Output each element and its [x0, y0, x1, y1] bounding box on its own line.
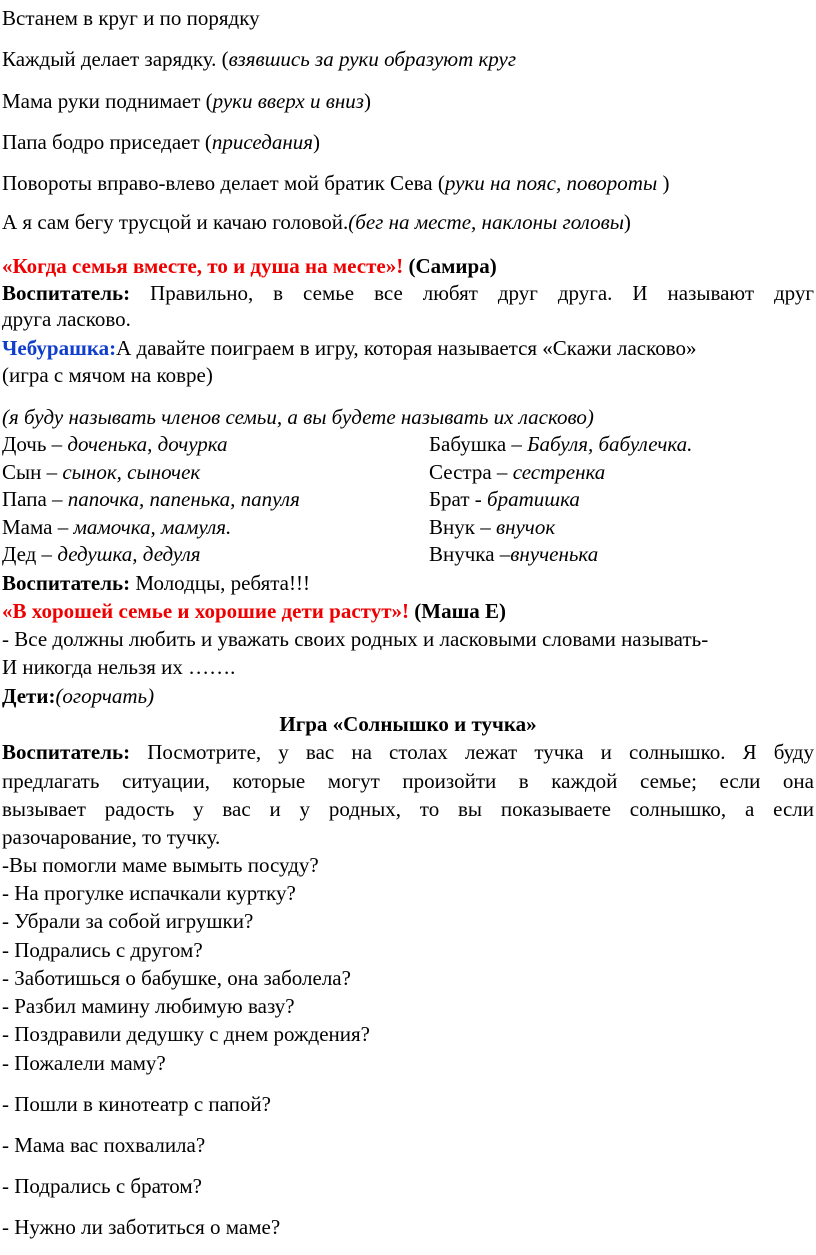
teacher-speech-1-cont: друга ласково.: [2, 307, 131, 331]
question-item: - Пожалели маму?: [2, 1051, 166, 1075]
teacher-speech-2: Воспитатель: Молодцы, ребята!!!: [2, 571, 310, 595]
question-item: - Подрались с братом?: [2, 1174, 203, 1198]
poem-line-1: Встанем в круг и по порядку: [2, 6, 260, 30]
poem-line-4: Папа бодро приседает (приседания): [2, 130, 321, 154]
teacher-speech-3-cont: разочарование, то тучку.: [2, 825, 221, 849]
children-answer: Дети:(огорчать): [2, 684, 155, 708]
question-item: - Мама вас похвалила?: [2, 1133, 206, 1157]
teacher-speech-3-cont: предлагать ситуации, которые могут произойти в каждой семье; если она: [2, 769, 814, 793]
question-item: - Заботишься о бабушке, она заболела?: [2, 966, 351, 990]
poem-line-6: А я сам бегу трусцой и качаю головой.(бег на месте, наклоны головы): [2, 210, 631, 234]
respect-line-1: - Все должны любить и уважать своих родных и ласковыми словами называть-: [2, 627, 709, 651]
question-item: - Пошли в кинотеатр с папой?: [2, 1092, 271, 1116]
teacher-speech-3-cont: вызывает радость у вас и у родных, то вы показываете солнышко, а если: [2, 797, 814, 821]
question-item: - Поздравили дедушку с днем рождения?: [2, 1022, 370, 1046]
question-item: - Нужно ли заботиться о маме?: [2, 1215, 281, 1239]
question-item: - На прогулке испачкали куртку?: [2, 881, 296, 905]
game-title: Игра «Солнышко и тучка»: [279, 712, 537, 736]
respect-line-2: И никогда нельзя их …….: [2, 655, 236, 679]
cheburashka-speech: Чебурашка:А давайте поиграем в игру, которая называется «Скажи ласково»: [2, 336, 697, 360]
proverb-2: «В хорошей семье и хорошие дети растут»! (Маша Е): [2, 599, 507, 623]
question-item: - Разбил мамину любимую вазу?: [2, 994, 295, 1018]
teacher-speech-3: Воспитатель: Посмотрите, у вас на столах лежат тучка и солнышко. Я буду: [2, 740, 814, 764]
proverb-1: «Когда семья вместе, то и душа на месте»! (Самира): [2, 254, 497, 278]
poem-line-5: Повороты вправо-влево делает мой братик Сева (руки на пояс, повороты ): [2, 171, 670, 195]
teacher-speech-1: Воспитатель: Правильно, в семье все любят друг друга. И называют друг: [2, 281, 814, 305]
game-instruction: (я буду называть членов семьи, а вы будете называть их ласково): [2, 405, 594, 429]
question-item: - Убрали за собой игрушки?: [2, 909, 254, 933]
question-item: - Подрались с другом?: [2, 938, 203, 962]
poem-line-3: Мама руки поднимает (руки вверх и вниз): [2, 89, 371, 113]
family-word-row: Сын – сынок, сыночек Сестра – сестренка: [2, 460, 606, 484]
poem-line-2: Каждый делает зарядку. (взявшись за руки образуют круг: [2, 47, 517, 71]
question-item: -Вы помогли маме вымыть посуду?: [2, 853, 319, 877]
family-word-row: Дочь – доченька, дочурка Бабушка – Бабуля, бабулечка.: [2, 432, 693, 456]
family-word-row: Папа – папочка, папенька, папуля Брат - братишка: [2, 487, 580, 511]
family-word-row: Дед – дедушка, дедуля Внучка –внученька: [2, 542, 599, 566]
family-word-row: Мама – мамочка, мамуля. Внук – внучок: [2, 515, 556, 539]
cheburashka-speech-cont: (игра с мячом на ковре): [2, 363, 213, 387]
